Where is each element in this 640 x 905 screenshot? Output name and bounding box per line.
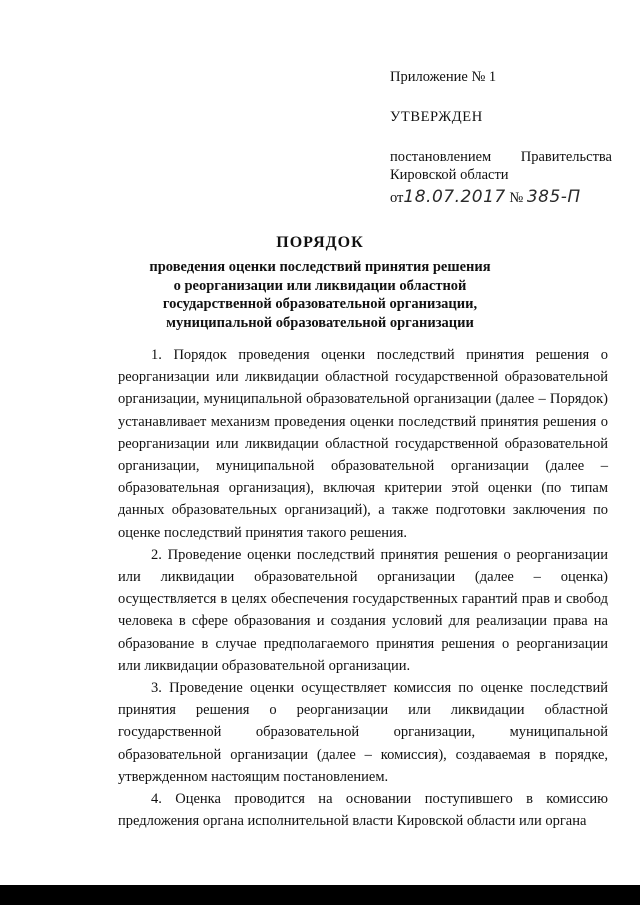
document-title bbox=[0, 234, 640, 332]
title-line: проведения оценки последствий принятия решения bbox=[149, 259, 491, 275]
region-label: Кировской области bbox=[390, 167, 509, 183]
resolution-word: постановлением bbox=[390, 149, 492, 165]
title-line: муниципальной образовательной организации bbox=[166, 314, 474, 331]
paragraph-1: 1. Порядок проведения оценки последствий принятия решения о реорганизации или ликвидации областной государственной образовательной организации, муниципальной образовательной организации (далее – Порядок) устанавливает механизм проведения оценки последствий принятия решения о реорганизации или ликвидации областной государственной образовательной организации, муниципальной образовательной организации (далее – образовательная организация), включая критерии этой оценки (по типам данных образовательных организаций), а также подготовки заключения по оценке последствий принятия такого решения. bbox=[118, 347, 608, 541]
scan-edge-bar bbox=[0, 885, 640, 905]
title-line: государственной образовательной организации, bbox=[162, 296, 478, 312]
resolution-line bbox=[390, 148, 612, 166]
number-prefix: № bbox=[505, 190, 527, 206]
paragraph-3: 3. Проведение оценки осуществляет комиссия по оценке последствий принятия решения о реорганизации или ликвидации областной государственной образовательной организации, муниципальной образовательной организации (далее – комиссия), создаваемая в порядке, утвержденном настоящим постановлением. bbox=[118, 680, 608, 785]
title-main: ПОРЯДОК bbox=[276, 234, 364, 251]
approval-block bbox=[390, 68, 612, 207]
date-number-line bbox=[390, 188, 612, 207]
government-word: Правительства bbox=[520, 149, 612, 165]
date-prefix: от bbox=[390, 190, 404, 206]
paragraph-2: 2. Проведение оценки последствий принятия решения о реорганизации или ликвидации образовательной организации (далее – оценка) осуществляется в целях обеспечения государственных гарантий прав и свобод человека в сфере образования и создания условий для реализации права на образование в случае предполагаемого принятия решения о реорганизации или ликвидации образовательной организации. bbox=[118, 546, 608, 674]
paragraph-4: 4. Оценка проводится на основании поступившего в комиссию предложения органа исполнительной власти Кировской области или органа bbox=[118, 791, 608, 830]
handwritten-number: 385-П bbox=[526, 187, 581, 207]
approved-label: УТВЕРЖДЕН bbox=[390, 109, 483, 125]
document-body bbox=[118, 344, 608, 832]
appendix-label: Приложение № 1 bbox=[390, 69, 497, 85]
handwritten-date: 18.07.2017 bbox=[403, 187, 506, 207]
title-line: о реорганизации или ликвидации областной bbox=[173, 277, 467, 294]
